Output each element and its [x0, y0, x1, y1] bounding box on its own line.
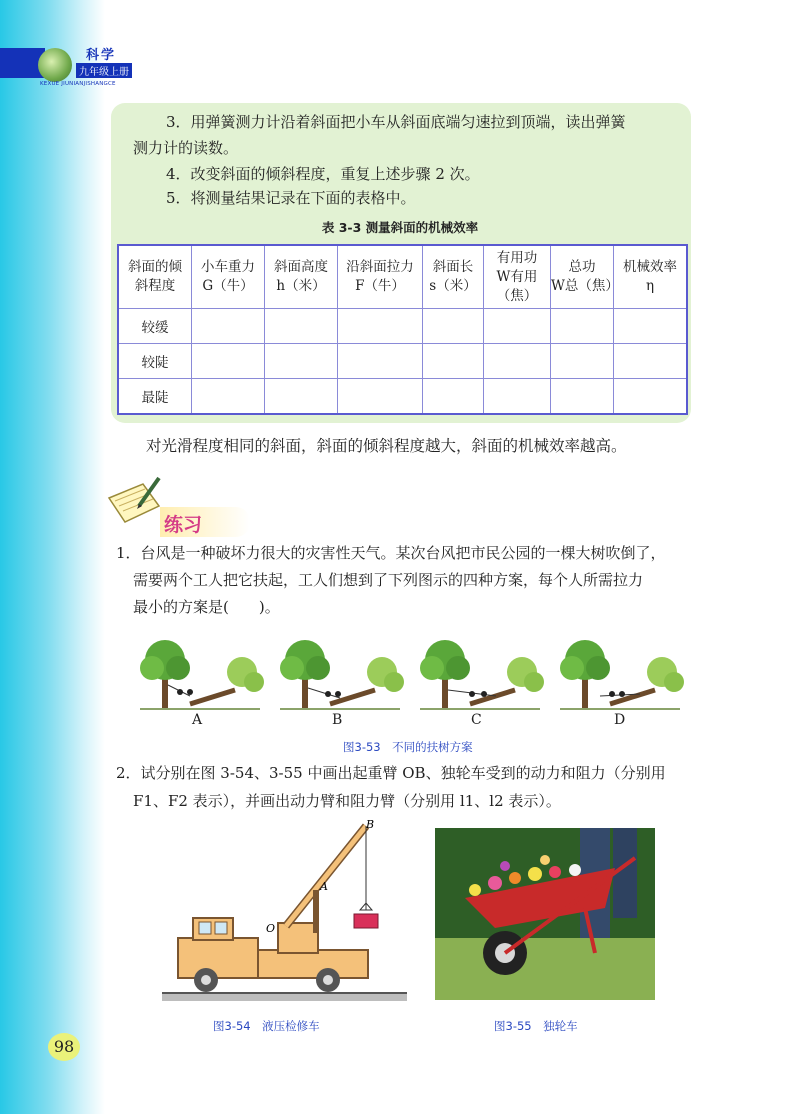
table-cell[interactable]	[265, 344, 338, 379]
table-cell[interactable]	[423, 344, 484, 379]
col-header: 沿斜面拉力 F（牛）	[338, 245, 423, 309]
option-d: D	[614, 712, 626, 728]
option-c: C	[471, 712, 482, 728]
q1-line-2: 需要两个工人把它扶起，工人们想到了下列图示的四种方案，每个人所需拉力	[133, 571, 644, 589]
crane-label-o: O	[266, 922, 276, 935]
table-cell[interactable]	[338, 344, 423, 379]
table-row	[118, 309, 687, 344]
book-subject: 科学	[86, 48, 117, 63]
col-header: 有用功 W有用（焦）	[484, 245, 551, 309]
table-cell[interactable]	[614, 379, 688, 415]
table-header-row	[118, 245, 687, 309]
q2-line-1: 2．试分别在图 3-54、3-55 中画出起重臂 OB、独轮车受到的动力和阻力（分别用	[116, 764, 666, 782]
measurement-table	[117, 244, 688, 415]
row-label: 较缓	[118, 309, 192, 344]
col-header: 总功 W总（焦）	[551, 245, 614, 309]
table-cell[interactable]	[551, 379, 614, 415]
book-grade: 九年级上册	[76, 63, 132, 78]
table-cell[interactable]	[265, 309, 338, 344]
table-row	[118, 379, 687, 415]
table-caption: 表 3-3 测量斜面的机械效率	[321, 220, 479, 235]
col-header: 斜面高度 h（米）	[265, 245, 338, 309]
step-5: 5．将测量结果记录在下面的表格中。	[166, 189, 416, 207]
col-header: 机械效率 η	[614, 245, 688, 309]
table-cell[interactable]	[338, 309, 423, 344]
figure-3-55-caption: 图3-55 独轮车	[494, 1019, 578, 1033]
tree-scene-a	[140, 640, 264, 709]
practice-title: 练习	[164, 514, 203, 536]
table-cell[interactable]	[265, 379, 338, 415]
table-cell[interactable]	[338, 379, 423, 415]
figure-3-53-caption: 图3-53 不同的扶树方案	[343, 740, 473, 754]
option-a: A	[192, 712, 203, 728]
table-cell[interactable]	[423, 379, 484, 415]
globe-logo-icon	[38, 48, 72, 82]
tree-scene-b	[280, 640, 404, 709]
table-row	[118, 344, 687, 379]
row-label: 最陡	[118, 379, 192, 415]
table-cell[interactable]	[614, 344, 688, 379]
page-number: 98	[48, 1033, 80, 1061]
table-cell[interactable]	[484, 379, 551, 415]
q1-line-1: 1．台风是一种破坏力很大的灾害性天气。某次台风把市民公园的一棵大树吹倒了，	[116, 544, 666, 562]
crane-truck-illustration	[158, 818, 413, 1008]
step-4: 4．改变斜面的倾斜程度，重复上述步骤 2 次。	[166, 165, 480, 183]
col-header: 斜面长 s（米）	[423, 245, 484, 309]
option-b: B	[332, 712, 343, 728]
table-cell[interactable]	[192, 309, 265, 344]
col-header: 小车重力 G（牛）	[192, 245, 265, 309]
table-cell[interactable]	[423, 309, 484, 344]
table-cell[interactable]	[484, 344, 551, 379]
table-cell[interactable]	[192, 344, 265, 379]
tree-scenes-illustration	[140, 630, 700, 715]
tree-scene-d	[560, 640, 684, 709]
wheelbarrow-photo	[435, 828, 655, 1000]
tree-scene-c	[420, 640, 544, 709]
table-cell[interactable]	[551, 309, 614, 344]
crane-label-a: A	[320, 880, 328, 893]
col-header: 斜面的倾 斜程度	[118, 245, 192, 309]
step-3-line-1: 3．用弹簧测力计沿着斜面把小车从斜面底端匀速拉到顶端，读出弹簧	[166, 113, 626, 131]
step-3-line-2: 测力计的读数。	[133, 139, 239, 157]
table-cell[interactable]	[551, 344, 614, 379]
q2-line-2: F1、F2 表示），并画出动力臂和阻力臂（分别用 l1、l2 表示）。	[133, 792, 561, 810]
table-cell[interactable]	[192, 379, 265, 415]
conclusion-text: 对光滑程度相同的斜面，斜面的倾斜程度越大，斜面的机械效率越高。	[146, 437, 627, 455]
crane-label-b: B	[366, 818, 375, 831]
row-label: 较陡	[118, 344, 192, 379]
figure-3-54-caption: 图3-54 液压检修车	[213, 1019, 320, 1033]
margin-band	[0, 0, 105, 1114]
book-pinyin: KEXUE JIUNIANJISHANGCE	[40, 81, 116, 87]
notebook-pencil-icon	[103, 476, 163, 526]
q1-line-3: 最小的方案是( )。	[133, 598, 280, 616]
table-cell[interactable]	[484, 309, 551, 344]
table-cell[interactable]	[614, 309, 688, 344]
